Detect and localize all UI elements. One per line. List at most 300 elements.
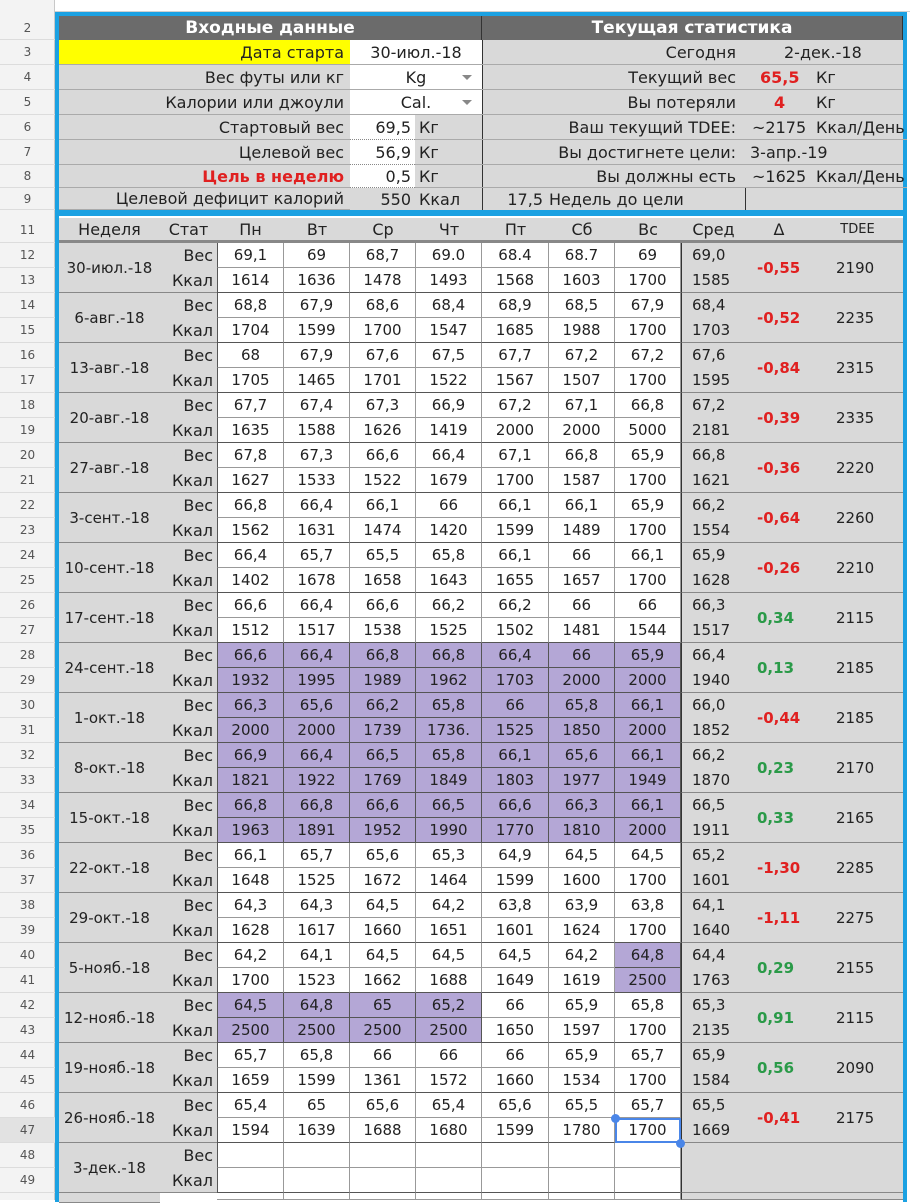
- kcal-cell[interactable]: 1643: [416, 568, 482, 593]
- row-number[interactable]: 35: [0, 818, 55, 843]
- weight-cell[interactable]: 66,1: [615, 543, 681, 568]
- kcal-cell[interactable]: [549, 1168, 615, 1193]
- weight-cell[interactable]: 66,1: [482, 493, 549, 518]
- weight-cell[interactable]: 64,8: [615, 943, 681, 968]
- weight-cell[interactable]: [615, 1193, 681, 1200]
- kcal-cell[interactable]: 1617: [284, 918, 350, 943]
- weight-cell[interactable]: 68.4: [482, 243, 549, 268]
- weight-cell[interactable]: 64,5: [350, 893, 416, 918]
- weight-cell[interactable]: 66: [549, 643, 615, 668]
- weight-cell[interactable]: 65,8: [416, 693, 482, 718]
- kcal-cell[interactable]: 1780: [549, 1118, 615, 1143]
- weight-cell[interactable]: 65,3: [416, 843, 482, 868]
- weight-cell[interactable]: 66,3: [217, 693, 284, 718]
- kcal-cell[interactable]: 1599: [482, 1118, 549, 1143]
- weight-cell[interactable]: 67,9: [284, 293, 350, 318]
- kcal-cell[interactable]: 1700: [615, 868, 681, 893]
- row-number[interactable]: 9: [0, 188, 55, 210]
- kcal-cell[interactable]: 1700: [615, 1068, 681, 1093]
- row-number[interactable]: 38: [0, 893, 55, 918]
- kcal-cell[interactable]: 1736.: [416, 718, 482, 743]
- weight-cell[interactable]: 67,2: [549, 343, 615, 368]
- weight-cell[interactable]: [482, 1193, 549, 1200]
- kcal-cell[interactable]: [350, 1168, 416, 1193]
- row-number[interactable]: 28: [0, 643, 55, 668]
- row-number[interactable]: 12: [0, 243, 55, 268]
- row-number[interactable]: 25: [0, 568, 55, 593]
- weight-cell[interactable]: 66: [615, 593, 681, 618]
- kcal-cell[interactable]: 1679: [416, 468, 482, 493]
- weight-cell[interactable]: 63,9: [549, 893, 615, 918]
- weight-cell[interactable]: 66,9: [217, 743, 284, 768]
- kcal-cell[interactable]: 1700: [615, 468, 681, 493]
- kcal-cell[interactable]: 1568: [482, 268, 549, 293]
- row-number[interactable]: 4: [0, 65, 55, 90]
- kcal-cell[interactable]: 1770: [482, 818, 549, 843]
- weight-cell[interactable]: 65: [350, 993, 416, 1018]
- weight-cell[interactable]: 66,4: [284, 643, 350, 668]
- kcal-cell[interactable]: 1949: [615, 768, 681, 793]
- weight-cell[interactable]: 67,4: [284, 393, 350, 418]
- weight-cell[interactable]: 66,2: [482, 593, 549, 618]
- kcal-cell[interactable]: 5000: [615, 418, 681, 443]
- weight-cell[interactable]: 69: [284, 243, 350, 268]
- row-number[interactable]: 7: [0, 140, 55, 165]
- weight-cell[interactable]: 64,5: [549, 843, 615, 868]
- kcal-cell[interactable]: 1821: [217, 768, 284, 793]
- kcal-cell[interactable]: 1922: [284, 768, 350, 793]
- weight-cell[interactable]: 65,9: [549, 1043, 615, 1068]
- row-number[interactable]: 34: [0, 793, 55, 818]
- kcal-cell[interactable]: 1657: [549, 568, 615, 593]
- weight-cell[interactable]: [482, 1143, 549, 1168]
- chevron-down-icon[interactable]: [462, 75, 472, 80]
- weight-cell[interactable]: 66,5: [416, 793, 482, 818]
- weight-cell[interactable]: 66,1: [482, 543, 549, 568]
- weight-cell[interactable]: 69,1: [217, 243, 284, 268]
- kcal-cell[interactable]: 1419: [416, 418, 482, 443]
- selection-handle-bottom-right[interactable]: [676, 1139, 685, 1148]
- weight-cell[interactable]: 67,2: [482, 393, 549, 418]
- kcal-cell[interactable]: 1700: [217, 968, 284, 993]
- weight-cell[interactable]: 64,3: [217, 893, 284, 918]
- row-number[interactable]: 11: [0, 218, 55, 243]
- weight-cell[interactable]: 65,7: [284, 543, 350, 568]
- kcal-cell[interactable]: 1662: [350, 968, 416, 993]
- weight-cell[interactable]: 65,7: [615, 1043, 681, 1068]
- weight-cell[interactable]: 64,5: [217, 993, 284, 1018]
- row-number[interactable]: 17: [0, 368, 55, 393]
- weight-cell[interactable]: 66: [416, 493, 482, 518]
- row-number[interactable]: 8: [0, 165, 55, 188]
- kcal-cell[interactable]: 1655: [482, 568, 549, 593]
- row-number[interactable]: 42: [0, 993, 55, 1018]
- kcal-cell[interactable]: 2000: [549, 418, 615, 443]
- kcal-cell[interactable]: 1990: [416, 818, 482, 843]
- kcal-cell[interactable]: 1705: [217, 368, 284, 393]
- kcal-cell[interactable]: 1522: [350, 468, 416, 493]
- weight-cell[interactable]: 67,1: [549, 393, 615, 418]
- weight-cell[interactable]: 66: [482, 1043, 549, 1068]
- weight-cell[interactable]: 66: [482, 993, 549, 1018]
- weight-cell[interactable]: 66,1: [217, 843, 284, 868]
- kcal-cell[interactable]: 1523: [284, 968, 350, 993]
- kcal-cell[interactable]: 1628: [217, 918, 284, 943]
- kcal-cell[interactable]: 1651: [416, 918, 482, 943]
- weight-cell[interactable]: 66,1: [482, 743, 549, 768]
- weight-cell[interactable]: 65,8: [416, 543, 482, 568]
- weight-cell[interactable]: 68,9: [482, 293, 549, 318]
- weight-cell[interactable]: 65,5: [350, 543, 416, 568]
- kcal-cell[interactable]: 1963: [217, 818, 284, 843]
- kcal-cell[interactable]: 1562: [217, 518, 284, 543]
- kcal-cell[interactable]: 1465: [284, 368, 350, 393]
- weight-cell[interactable]: 65,6: [549, 743, 615, 768]
- kcal-cell[interactable]: 1599: [482, 868, 549, 893]
- start-weight-field[interactable]: 69,5: [350, 115, 415, 140]
- row-number[interactable]: 45: [0, 1068, 55, 1093]
- weight-cell[interactable]: 66,4: [416, 443, 482, 468]
- kcal-cell[interactable]: 1594: [217, 1118, 284, 1143]
- row-number[interactable]: 41: [0, 968, 55, 993]
- weight-cell[interactable]: 66,4: [482, 643, 549, 668]
- kcal-cell[interactable]: 1631: [284, 518, 350, 543]
- weight-cell[interactable]: 67,9: [615, 293, 681, 318]
- weight-cell[interactable]: 66,4: [284, 743, 350, 768]
- row-number[interactable]: 18: [0, 393, 55, 418]
- kcal-cell[interactable]: 1567: [482, 368, 549, 393]
- kcal-cell[interactable]: 1962: [416, 668, 482, 693]
- kcal-cell[interactable]: 1849: [416, 768, 482, 793]
- weight-cell[interactable]: [416, 1193, 482, 1200]
- kcal-cell[interactable]: 1678: [284, 568, 350, 593]
- weight-cell[interactable]: 67,7: [217, 393, 284, 418]
- weight-cell[interactable]: 68,5: [549, 293, 615, 318]
- weight-cell[interactable]: 64,2: [217, 943, 284, 968]
- kcal-cell[interactable]: 1522: [416, 368, 482, 393]
- row-number[interactable]: 49: [0, 1168, 55, 1193]
- weight-cell[interactable]: 66,2: [350, 693, 416, 718]
- kcal-cell[interactable]: 1700: [615, 518, 681, 543]
- weight-cell[interactable]: [350, 1143, 416, 1168]
- weight-cell[interactable]: 64,5: [416, 943, 482, 968]
- weight-cell[interactable]: 66,6: [217, 643, 284, 668]
- weight-cell[interactable]: 65,6: [284, 693, 350, 718]
- weight-cell[interactable]: 68,6: [350, 293, 416, 318]
- weight-cell[interactable]: 66,1: [350, 493, 416, 518]
- kcal-cell[interactable]: 1650: [482, 1018, 549, 1043]
- row-number[interactable]: 21: [0, 468, 55, 493]
- weight-cell[interactable]: [284, 1193, 350, 1200]
- chevron-down-icon[interactable]: [462, 100, 472, 105]
- kcal-cell[interactable]: 1700: [615, 1118, 681, 1143]
- kcal-cell[interactable]: 1700: [350, 318, 416, 343]
- weight-cell[interactable]: 68,7: [350, 243, 416, 268]
- kcal-cell[interactable]: 1599: [284, 1068, 350, 1093]
- kcal-cell[interactable]: 1700: [615, 268, 681, 293]
- kcal-cell[interactable]: 2000: [615, 718, 681, 743]
- kcal-cell[interactable]: 1769: [350, 768, 416, 793]
- kcal-cell[interactable]: 1600: [549, 868, 615, 893]
- row-number[interactable]: 33: [0, 768, 55, 793]
- weight-cell[interactable]: 66,6: [350, 593, 416, 618]
- kcal-cell[interactable]: 2500: [615, 968, 681, 993]
- weight-cell[interactable]: 65,6: [350, 1093, 416, 1118]
- kcal-cell[interactable]: 1517: [284, 618, 350, 643]
- row-number[interactable]: 37: [0, 868, 55, 893]
- kcal-cell[interactable]: 1627: [217, 468, 284, 493]
- weight-cell[interactable]: 65,9: [615, 493, 681, 518]
- weight-cell[interactable]: 66,3: [549, 793, 615, 818]
- energy-unit-dropdown[interactable]: [350, 90, 482, 115]
- weight-cell[interactable]: [416, 1143, 482, 1168]
- kcal-cell[interactable]: 1659: [217, 1068, 284, 1093]
- kcal-cell[interactable]: 1603: [549, 268, 615, 293]
- weight-cell[interactable]: 66,4: [217, 543, 284, 568]
- row-number[interactable]: 13: [0, 268, 55, 293]
- kcal-cell[interactable]: 1660: [350, 918, 416, 943]
- row-number[interactable]: 22: [0, 493, 55, 518]
- kcal-cell[interactable]: 1534: [549, 1068, 615, 1093]
- weight-cell[interactable]: 66: [549, 593, 615, 618]
- kcal-cell[interactable]: 1464: [416, 868, 482, 893]
- weight-cell[interactable]: 66,8: [615, 393, 681, 418]
- weight-cell[interactable]: 69.0: [416, 243, 482, 268]
- weight-cell[interactable]: 66,8: [416, 643, 482, 668]
- kcal-cell[interactable]: 1420: [416, 518, 482, 543]
- row-number[interactable]: 6: [0, 115, 55, 140]
- kcal-cell[interactable]: 1672: [350, 868, 416, 893]
- weight-cell[interactable]: 64,3: [284, 893, 350, 918]
- kcal-cell[interactable]: 2000: [284, 718, 350, 743]
- row-number[interactable]: 15: [0, 318, 55, 343]
- weight-cell[interactable]: 65,7: [217, 1043, 284, 1068]
- kcal-cell[interactable]: 1660: [482, 1068, 549, 1093]
- kcal-cell[interactable]: 1512: [217, 618, 284, 643]
- kcal-cell[interactable]: 1989: [350, 668, 416, 693]
- weight-cell[interactable]: 67,8: [217, 443, 284, 468]
- weight-cell[interactable]: [217, 1143, 284, 1168]
- kcal-cell[interactable]: 1493: [416, 268, 482, 293]
- row-number[interactable]: 40: [0, 943, 55, 968]
- row-number[interactable]: 2: [0, 16, 55, 40]
- weight-cell[interactable]: 64,8: [284, 993, 350, 1018]
- weight-cell[interactable]: 64,5: [350, 943, 416, 968]
- kcal-cell[interactable]: 1361: [350, 1068, 416, 1093]
- kcal-cell[interactable]: 1658: [350, 568, 416, 593]
- weight-cell[interactable]: 66,9: [416, 393, 482, 418]
- kcal-cell[interactable]: 1700: [615, 918, 681, 943]
- kcal-cell[interactable]: 1988: [549, 318, 615, 343]
- kcal-cell[interactable]: 1688: [350, 1118, 416, 1143]
- weight-cell[interactable]: 66: [350, 1043, 416, 1068]
- kcal-cell[interactable]: 2000: [549, 668, 615, 693]
- kcal-cell[interactable]: 1648: [217, 868, 284, 893]
- kcal-cell[interactable]: 1932: [217, 668, 284, 693]
- weight-cell[interactable]: 64,2: [549, 943, 615, 968]
- weight-cell[interactable]: 67,9: [284, 343, 350, 368]
- weight-cell[interactable]: 65,9: [615, 643, 681, 668]
- row-number[interactable]: 39: [0, 918, 55, 943]
- weight-cell[interactable]: 66: [482, 693, 549, 718]
- kcal-cell[interactable]: 1739: [350, 718, 416, 743]
- weight-cell[interactable]: [284, 1143, 350, 1168]
- kcal-cell[interactable]: 1601: [482, 918, 549, 943]
- weight-cell[interactable]: 65,4: [416, 1093, 482, 1118]
- kcal-cell[interactable]: 1701: [350, 368, 416, 393]
- row-number[interactable]: 5: [0, 90, 55, 115]
- weight-cell[interactable]: 67,1: [482, 443, 549, 468]
- weight-cell[interactable]: 67,6: [350, 343, 416, 368]
- row-number[interactable]: 23: [0, 518, 55, 543]
- weight-cell[interactable]: 66,1: [615, 743, 681, 768]
- weight-cell[interactable]: 65,9: [615, 443, 681, 468]
- kcal-cell[interactable]: 1703: [482, 668, 549, 693]
- kcal-cell[interactable]: 1700: [615, 318, 681, 343]
- kcal-cell[interactable]: 1700: [482, 468, 549, 493]
- row-number[interactable]: 19: [0, 418, 55, 443]
- row-number[interactable]: 26: [0, 593, 55, 618]
- kcal-cell[interactable]: [284, 1168, 350, 1193]
- kcal-cell[interactable]: 1525: [416, 618, 482, 643]
- weight-cell[interactable]: 64,5: [615, 843, 681, 868]
- kcal-cell[interactable]: 1891: [284, 818, 350, 843]
- row-number[interactable]: 16: [0, 343, 55, 368]
- row-number[interactable]: 44: [0, 1043, 55, 1068]
- row-number[interactable]: 20: [0, 443, 55, 468]
- weight-cell[interactable]: 65,6: [350, 843, 416, 868]
- kcal-cell[interactable]: 1533: [284, 468, 350, 493]
- weight-cell[interactable]: 66,1: [615, 693, 681, 718]
- weight-cell[interactable]: 63,8: [482, 893, 549, 918]
- weight-cell[interactable]: [615, 1143, 681, 1168]
- weight-cell[interactable]: 66,8: [284, 793, 350, 818]
- kcal-cell[interactable]: 1624: [549, 918, 615, 943]
- weight-cell[interactable]: 65: [284, 1093, 350, 1118]
- weight-cell[interactable]: 65,6: [482, 1093, 549, 1118]
- weight-cell[interactable]: 65,2: [416, 993, 482, 1018]
- weight-cell[interactable]: 65,7: [284, 843, 350, 868]
- weight-cell[interactable]: 66,6: [350, 793, 416, 818]
- kcal-cell[interactable]: 1478: [350, 268, 416, 293]
- weight-unit-dropdown[interactable]: [350, 65, 482, 90]
- row-number[interactable]: 27: [0, 618, 55, 643]
- weight-cell[interactable]: 64,5: [482, 943, 549, 968]
- row-number[interactable]: 29: [0, 668, 55, 693]
- kcal-cell[interactable]: 2000: [615, 668, 681, 693]
- row-number[interactable]: 30: [0, 693, 55, 718]
- weight-cell[interactable]: 66,2: [416, 593, 482, 618]
- weight-cell[interactable]: 66,1: [549, 493, 615, 518]
- kcal-cell[interactable]: 1507: [549, 368, 615, 393]
- kcal-cell[interactable]: 1614: [217, 268, 284, 293]
- weight-cell[interactable]: 65,8: [284, 1043, 350, 1068]
- kcal-cell[interactable]: 2000: [217, 718, 284, 743]
- kcal-cell[interactable]: 1544: [615, 618, 681, 643]
- weight-cell[interactable]: 66,6: [482, 793, 549, 818]
- kcal-cell[interactable]: [416, 1168, 482, 1193]
- weight-cell[interactable]: 68,4: [416, 293, 482, 318]
- row-number[interactable]: 24: [0, 543, 55, 568]
- kcal-cell[interactable]: 1525: [482, 718, 549, 743]
- weight-cell[interactable]: [549, 1193, 615, 1200]
- weight-cell[interactable]: 66,6: [217, 593, 284, 618]
- kcal-cell[interactable]: [482, 1168, 549, 1193]
- weight-cell[interactable]: 68,8: [217, 293, 284, 318]
- kcal-cell[interactable]: 1700: [615, 368, 681, 393]
- kcal-cell[interactable]: 1977: [549, 768, 615, 793]
- weight-cell[interactable]: 67,2: [615, 343, 681, 368]
- kcal-cell[interactable]: 1680: [416, 1118, 482, 1143]
- kcal-cell[interactable]: 1649: [482, 968, 549, 993]
- start-date-field[interactable]: 30-июл.-18: [350, 40, 482, 65]
- selection-handle-top-left[interactable]: [611, 1114, 620, 1123]
- weight-cell[interactable]: 66,8: [217, 793, 284, 818]
- row-number[interactable]: 32: [0, 743, 55, 768]
- kcal-cell[interactable]: 1635: [217, 418, 284, 443]
- weight-cell[interactable]: 63,8: [615, 893, 681, 918]
- weight-cell[interactable]: 66,8: [350, 643, 416, 668]
- kcal-cell[interactable]: 1599: [284, 318, 350, 343]
- kcal-cell[interactable]: 1588: [284, 418, 350, 443]
- weight-cell[interactable]: 66,1: [615, 793, 681, 818]
- weight-cell[interactable]: 68: [217, 343, 284, 368]
- kcal-cell[interactable]: 2500: [284, 1018, 350, 1043]
- kcal-cell[interactable]: 1995: [284, 668, 350, 693]
- kcal-cell[interactable]: 1636: [284, 268, 350, 293]
- kcal-cell[interactable]: 1619: [549, 968, 615, 993]
- kcal-cell[interactable]: 1810: [549, 818, 615, 843]
- weight-cell[interactable]: 66,8: [549, 443, 615, 468]
- kcal-cell[interactable]: 1474: [350, 518, 416, 543]
- weight-cell[interactable]: 65,5: [549, 1093, 615, 1118]
- weight-cell[interactable]: 67,3: [350, 393, 416, 418]
- weight-cell[interactable]: 65,9: [549, 993, 615, 1018]
- weight-cell[interactable]: 67,3: [284, 443, 350, 468]
- kcal-cell[interactable]: 1952: [350, 818, 416, 843]
- weekly-goal-field[interactable]: 0,5: [350, 165, 415, 188]
- row-number[interactable]: 36: [0, 843, 55, 868]
- kcal-cell[interactable]: 1547: [416, 318, 482, 343]
- weight-cell[interactable]: 66: [549, 543, 615, 568]
- weight-cell[interactable]: 65,8: [416, 743, 482, 768]
- kcal-cell[interactable]: 1597: [549, 1018, 615, 1043]
- kcal-cell[interactable]: 2000: [615, 818, 681, 843]
- kcal-cell[interactable]: 1700: [615, 1018, 681, 1043]
- weight-cell[interactable]: 66,8: [217, 493, 284, 518]
- weight-cell[interactable]: 64,9: [482, 843, 549, 868]
- kcal-cell[interactable]: 1525: [284, 868, 350, 893]
- row-number[interactable]: 43: [0, 1018, 55, 1043]
- kcal-cell[interactable]: 2500: [350, 1018, 416, 1043]
- weight-cell[interactable]: 66,5: [350, 743, 416, 768]
- weight-cell[interactable]: 67,7: [482, 343, 549, 368]
- weight-cell[interactable]: 69: [615, 243, 681, 268]
- weight-cell[interactable]: 65,4: [217, 1093, 284, 1118]
- kcal-cell[interactable]: 1599: [482, 518, 549, 543]
- kcal-cell[interactable]: 1704: [217, 318, 284, 343]
- kcal-cell[interactable]: 1850: [549, 718, 615, 743]
- kcal-cell[interactable]: 2000: [482, 418, 549, 443]
- kcal-cell[interactable]: [217, 1168, 284, 1193]
- row-number[interactable]: 46: [0, 1093, 55, 1118]
- weight-cell[interactable]: 65,8: [615, 993, 681, 1018]
- kcal-cell[interactable]: 1639: [284, 1118, 350, 1143]
- weight-cell[interactable]: 64,2: [416, 893, 482, 918]
- kcal-cell[interactable]: 1572: [416, 1068, 482, 1093]
- weight-cell[interactable]: [217, 1193, 284, 1200]
- kcal-cell[interactable]: 2500: [217, 1018, 284, 1043]
